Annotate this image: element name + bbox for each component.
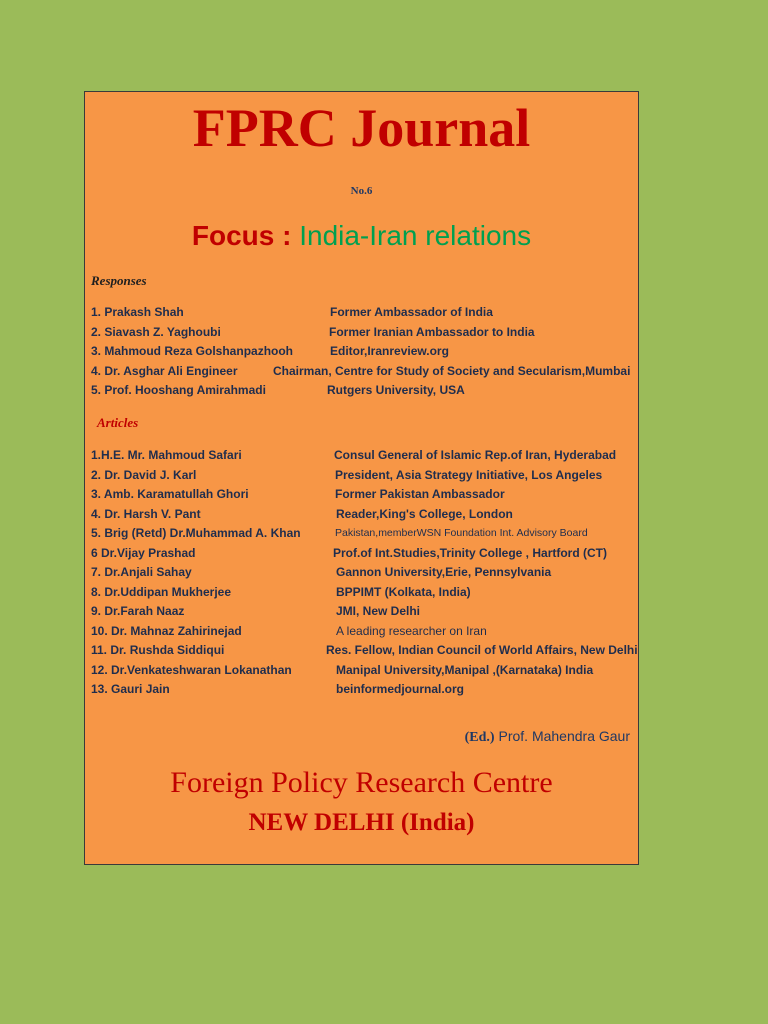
list-item bbox=[85, 622, 638, 642]
contributor-affiliation: Rutgers University, USA bbox=[327, 383, 465, 397]
contributor-name: 4. Dr. Harsh V. Pant bbox=[91, 506, 201, 521]
focus-line bbox=[85, 218, 638, 254]
list-item bbox=[85, 524, 638, 544]
contributor-name: 9. Dr.Farah Naaz bbox=[91, 604, 185, 618]
contributor-name: 12. Dr.Venkateshwaran Lokanathan bbox=[91, 662, 292, 677]
contributor-affiliation: Pakistan,memberWSN Foundation Int. Advisory Board bbox=[335, 527, 588, 539]
contributor-name: 2. Siavash Z. Yaghoubi bbox=[91, 324, 221, 339]
list-item bbox=[85, 641, 638, 661]
responses-list bbox=[85, 303, 638, 401]
articles-list bbox=[85, 446, 638, 700]
list-item bbox=[85, 602, 638, 622]
list-item bbox=[85, 323, 638, 343]
contributor-affiliation: President, Asia Strategy Initiative, Los Angeles bbox=[335, 467, 603, 482]
editor-name: Prof. Mahendra Gaur bbox=[498, 728, 630, 744]
contributor-name: 5. Brig (Retd) Dr.Muhammad A. Khan bbox=[91, 526, 301, 540]
contributor-affiliation: Prof.of Int.Studies,Trinity College , Hartford (CT) bbox=[333, 545, 608, 560]
contributor-affiliation: A leading researcher on Iran bbox=[336, 623, 487, 638]
contributor-name: 11. Dr. Rushda Siddiqui bbox=[91, 643, 225, 657]
contributor-name: 4. Dr. Asghar Ali Engineer bbox=[91, 363, 238, 378]
contributor-name: 7. Dr.Anjali Sahay bbox=[91, 565, 192, 579]
list-item bbox=[85, 563, 638, 583]
contributor-name: 8. Dr.Uddipan Mukherjee bbox=[91, 584, 232, 599]
responses-heading: Responses bbox=[91, 273, 147, 288]
contributor-affiliation: Manipal University,Manipal ,(Karnataka) India bbox=[336, 662, 594, 677]
contributor-name: 5. Prof. Hooshang Amirahmadi bbox=[91, 383, 266, 397]
list-item bbox=[85, 446, 638, 466]
contributor-affiliation: Consul General of Islamic Rep.of Iran, Hyderabad bbox=[334, 448, 617, 462]
list-item bbox=[85, 303, 638, 323]
list-item bbox=[85, 381, 638, 401]
contributor-name: 2. Dr. David J. Karl bbox=[91, 467, 197, 482]
contributor-affiliation: Former Ambassador of India bbox=[330, 305, 493, 319]
list-item bbox=[85, 362, 638, 382]
articles-heading: Articles bbox=[97, 415, 139, 430]
publisher-city: NEW DELHI (India) bbox=[248, 809, 475, 836]
contributor-name: 3. Mahmoud Reza Golshanpazhooh bbox=[91, 344, 294, 358]
contributor-affiliation: Former Pakistan Ambassador bbox=[335, 487, 505, 501]
list-item bbox=[85, 342, 638, 362]
contributor-affiliation: Chairman, Centre for Study of Society and Secularism,Mumbai bbox=[273, 363, 631, 378]
contributor-name: 1. Prakash Shah bbox=[91, 305, 184, 319]
contributor-name: 10. Dr. Mahnaz Zahirinejad bbox=[91, 623, 242, 638]
contributor-name: 3. Amb. Karamatullah Ghori bbox=[91, 487, 249, 501]
issue-number: No.6 bbox=[350, 185, 373, 197]
contributor-affiliation: Editor,Iranreview.org bbox=[330, 344, 449, 358]
list-item bbox=[85, 466, 638, 486]
list-item bbox=[85, 544, 638, 564]
list-item bbox=[85, 661, 638, 681]
journal-title: FPRC Journal bbox=[192, 98, 531, 158]
contributor-name: 13. Gauri Jain bbox=[91, 682, 170, 696]
contributor-name: 1.H.E. Mr. Mahmoud Safari bbox=[91, 448, 242, 462]
contributor-affiliation: beinformedjournal.org bbox=[336, 682, 465, 696]
contributor-affiliation: Former Iranian Ambassador to India bbox=[329, 324, 535, 339]
publisher-name: Foreign Policy Research Centre bbox=[170, 766, 553, 799]
journal-cover bbox=[84, 91, 639, 865]
contributor-affiliation: Gannon University,Erie, Pennsylvania bbox=[336, 565, 552, 579]
focus-topic: India-Iran relations bbox=[299, 220, 532, 251]
contributor-affiliation: Reader,King's College, London bbox=[336, 506, 513, 521]
list-item bbox=[85, 583, 638, 603]
editor-prefix: (Ed.) bbox=[464, 730, 495, 745]
contributor-name: 6 Dr.Vijay Prashad bbox=[91, 545, 196, 560]
editor-credit bbox=[465, 728, 630, 746]
list-item bbox=[85, 505, 638, 525]
focus-label: Focus : bbox=[191, 220, 292, 251]
contributor-affiliation: JMI, New Delhi bbox=[336, 604, 421, 618]
list-item bbox=[85, 485, 638, 505]
contributor-affiliation: BPPIMT (Kolkata, India) bbox=[336, 584, 471, 599]
contributor-affiliation: Res. Fellow, Indian Council of World Affairs, New Delhi bbox=[326, 643, 638, 657]
list-item bbox=[85, 680, 638, 700]
